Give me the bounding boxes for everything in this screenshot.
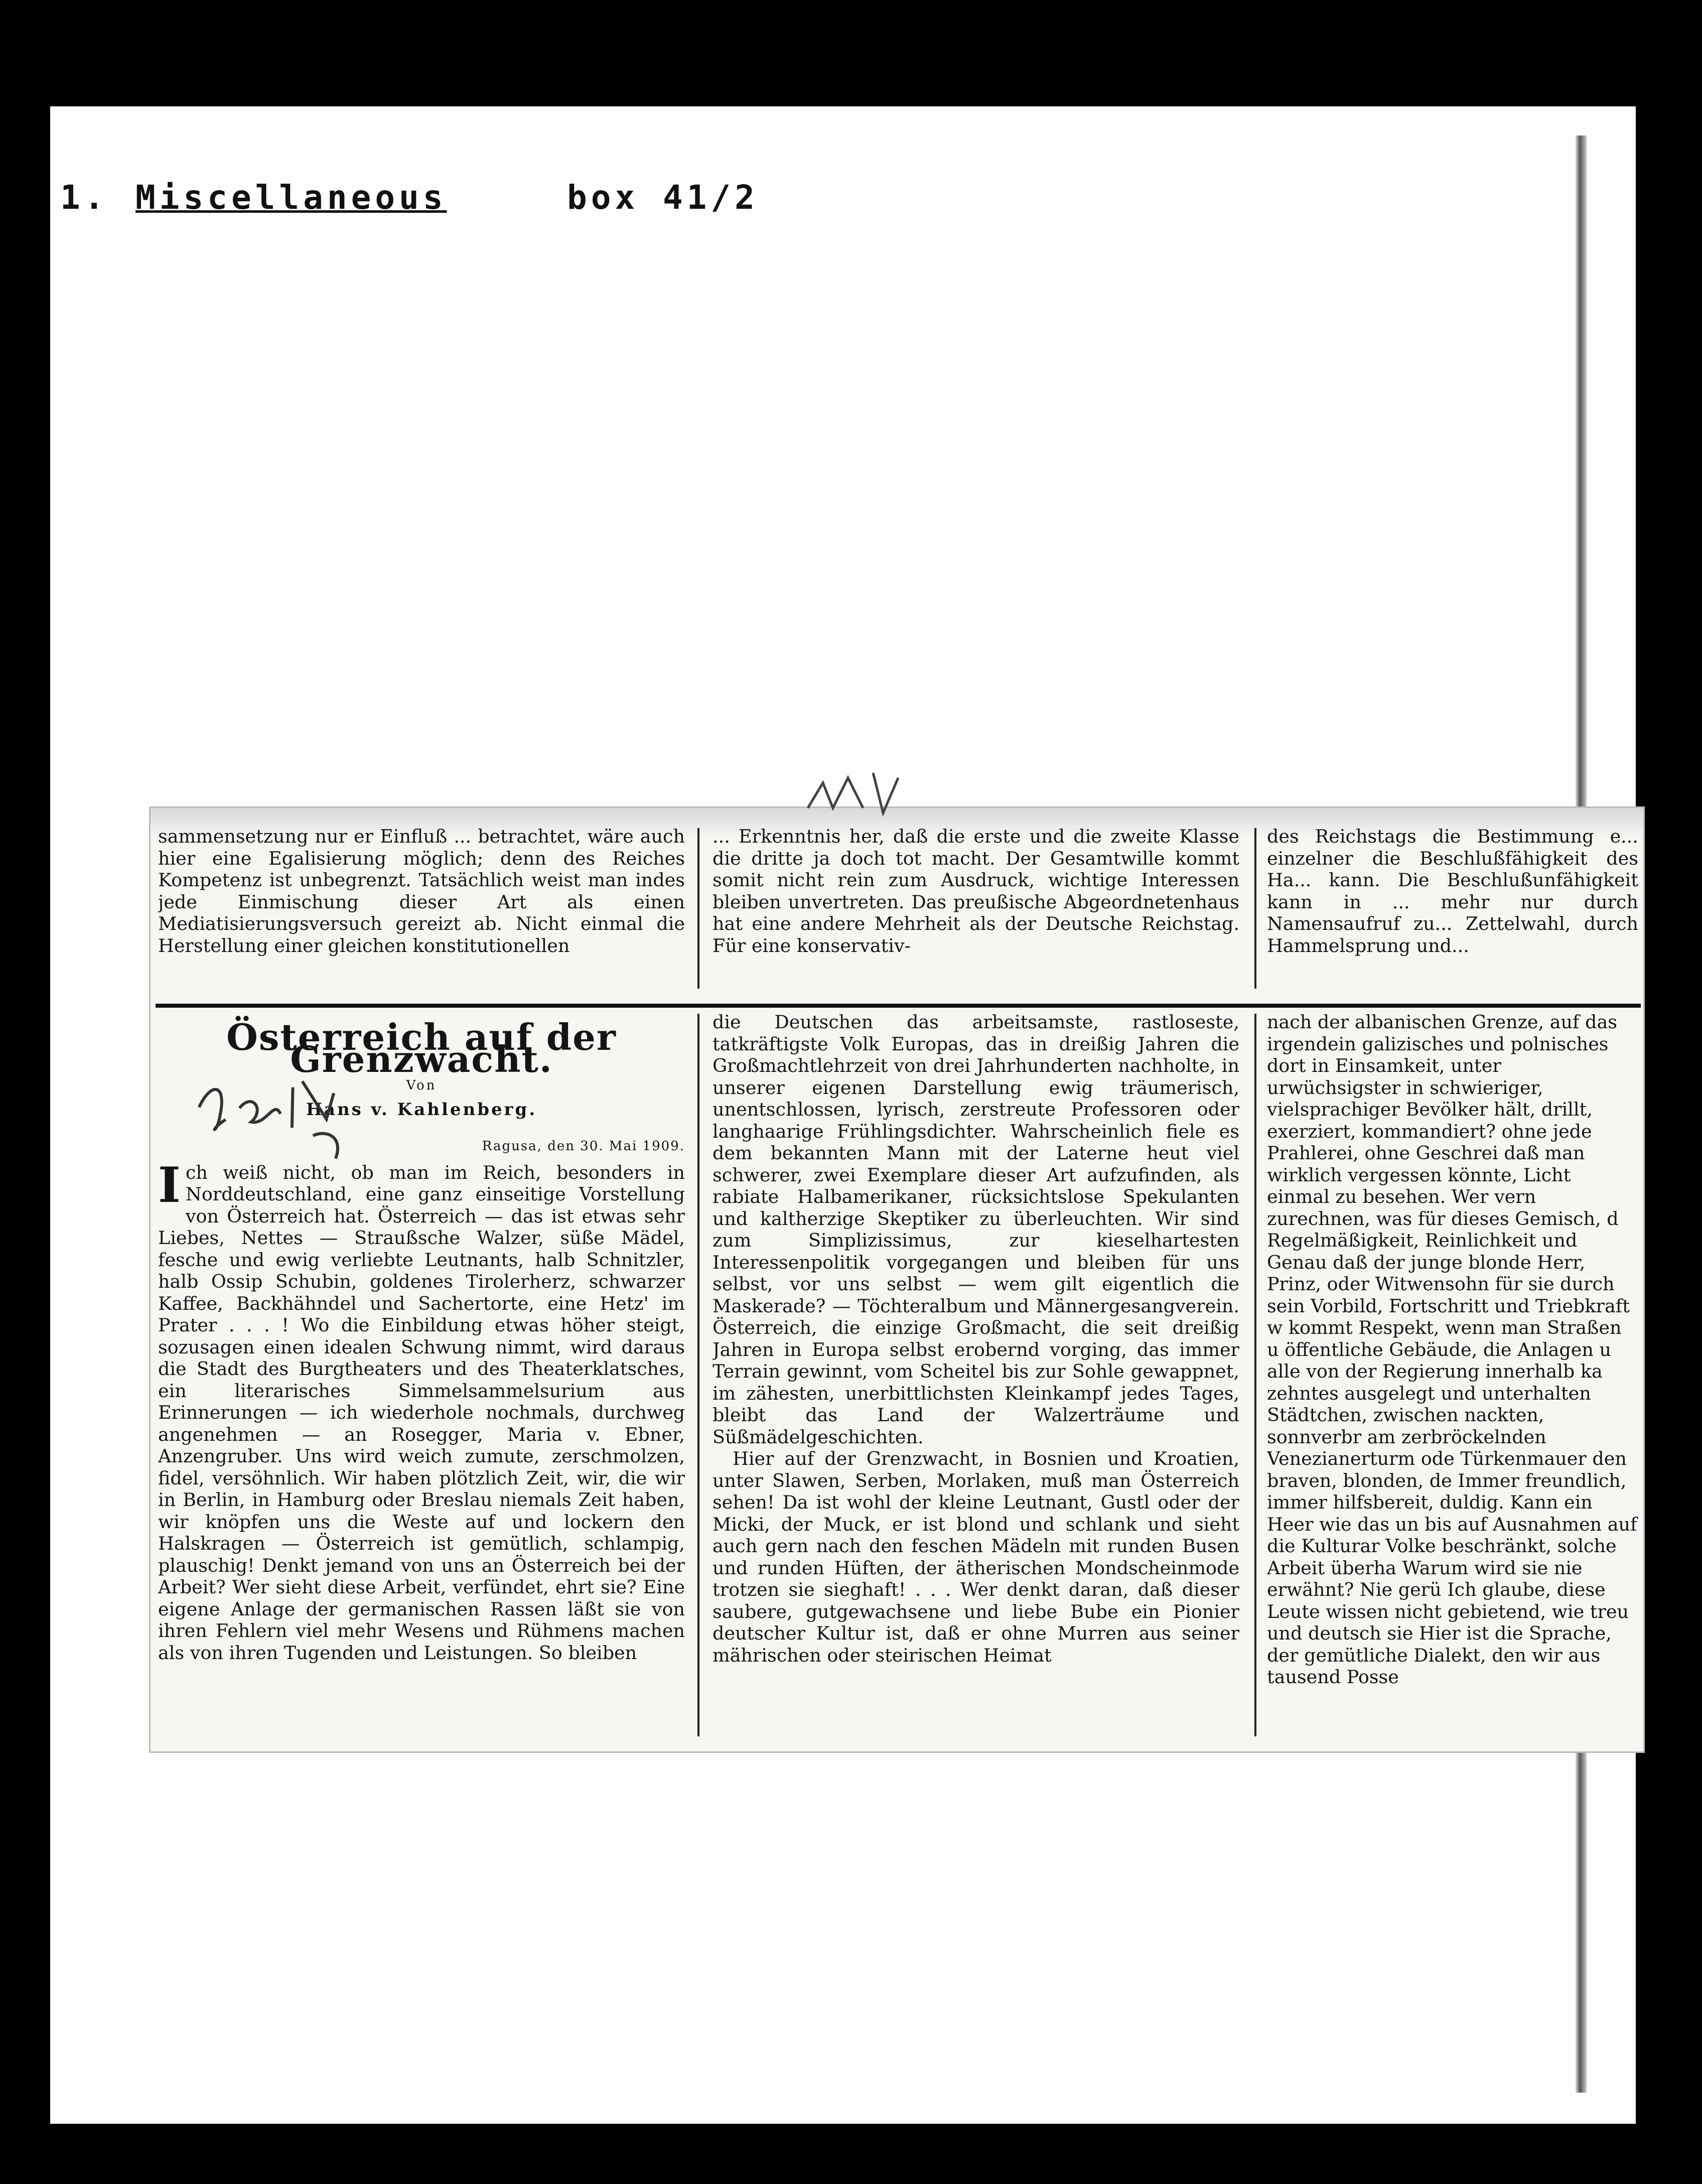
header-box-label: box 41/2 <box>567 178 759 217</box>
header-number: 1. <box>60 178 108 217</box>
newspaper-clipping <box>151 808 1643 1751</box>
column-rule <box>1254 828 1256 989</box>
upper-fragment-col3: des Reichstags die Bestimmung e... einzelner die Beschlußfähigkeit des Ha... kann. Die Beschlußunfähigkeit kann in ... mehr nur durch Namensaufruf zu... Zettelwahl, durch Hammelsprung und... <box>1267 826 1638 957</box>
pencil-mark <box>803 763 923 823</box>
article-column-3: nach der albanischen Grenze, auf das irgendein galizisches und polnisches dort in Einsamkeit, unter urwüchsigster in schwieriger, vielsprachiger Bevölker hält, drillt, exerziert, kommandiert? ohne jede Prahlerei, ohne Geschrei daß man wirklich vergessen könnte, Licht einmal zu besehen. Wer vern zurechnen, was für dieses Gemisch, d Regelmäßigkeit, Reinlichkeit und Genau daß der junge blonde Herr, Prinz, oder Witwensohn für sie durch sein Vorbild, Fortschritt und Triebkraft w kommt Respekt, wenn man Straßen u öffentliche Gebäude, die Anlagen u alle von der Regierung innerhalb ka zehntes ausgelegt und unterhalten Städtchen, zwischen nackten, sonnverbr am zerbröckelnden Venezianerturm ode Türkenmauer den braven, blonden, de Immer freundlich, immer hilfsbereit, duldig. Kann ein Heer wie das un bis auf Ausnahmen auf die Kulturar Volke beschränkt, solche Arbeit überha Warum wird sie nie erwähnt? Nie gerü Ich glaube, diese Leute wissen nicht gebietend, wie treu und deutsch sie Hier ist die Sprache, der gemütliche Dialekt, den wir aus tausend Posse <box>1267 1011 1637 1688</box>
upper-fragment-col1: sammensetzung nur er Einfluß ... betrachtet, wäre auch hier eine Egalisierung möglich; denn des Reiches Kompetenz ist unbegrenzt. Tatsächlich weist man indes jede Einmischung dieser Art als einen Mediatisierungsversuch gereizt ab. Nicht einmal die Herstellung einer gleichen konstitutionellen <box>158 826 685 957</box>
column-rule <box>1254 1014 1256 1736</box>
article-col2-para1: die Deutschen das arbeitsamste, rastloseste, tatkräftigste Volk Europas, das in dreißig Jahren die Großmachtlehrzeit von drei Jahrhunderten nachholte, in unserer eigenen Darstellung ewig träumerisch, unentschlossen, lyrisch, zerstreute Professoren oder langhaarige Frühlingsdichter. Wahrscheinlich fiele es dem bekannten Mann mit der Laterne heut viel schwerer, zwei Exemplare dieser Art aufzufinden, als rabiate Halbamerikaner, rücksichtslose Spekulanten und kaltherzige Skeptiker zu überleuchten. Wir sind zum Simplizissimus, zur kieselhartesten Interessenpolitik vorgegangen und bleiben für uns selbst, vor uns selbst — wem gilt eigentlich die Maskerade? — Töchteralbum und Männergesangverein. Österreich, die einzige Großmacht, die seit dreißig Jahren in Europa selbst erobernd vorging, das immer Terrain gewinnt, vom Scheitel bis zur Sohle gewappnet, im zähesten, unerbittlichsten Kleinkampf jedes Tages, bleibt das Land der Walzerträume und Süßmädelgeschichten. <box>713 1011 1239 1448</box>
column-rule <box>697 828 699 989</box>
article-column-2 <box>713 1011 1239 1734</box>
article-title: Österreich auf der Grenzwacht. <box>226 1016 617 1080</box>
upper-fragment-col2: ... Erkenntnis her, daß die erste und die zweite Klasse die dritte ja doch tot macht. Der Gesamtwille kommt somit nicht rein zum Ausdruck, wichtige Interessen bleiben unvertreten. Das preußische Abgeordnetenhaus hat eine andere Mehrheit als der Deutsche Reichstag. Für eine konservativ- <box>713 826 1239 957</box>
article-col2-para2: Hier auf der Grenzwacht, in Bosnien und Kroatien, unter Slawen, Serben, Morlaken, muß man Österreich sehen! Da ist wohl der kleine Leutnant, Gustl oder der Micki, der Muck, er ist blond und schlank und sieht auch gern nach den feschen Mädeln mit runden Busen und runden Hüften, der ätherischen Mondscheinmode trotzen sie sieghaft! . . . Wer denkt daran, daß dieser saubere, gutgewachsene und liebe Bube ein Pionier deutscher Kultur ist, daß er ohne Murren aus seiner mährischen oder steirischen Heimat <box>713 1448 1239 1666</box>
article-by: Von <box>406 1078 437 1093</box>
column-rule <box>697 1014 699 1736</box>
handwritten-annotation <box>191 1060 366 1177</box>
section-divider <box>156 1004 1641 1008</box>
article-dateline: Ragusa, den 30. Mai 1909. <box>482 1139 685 1154</box>
article-author: Hans v. Kahlenberg. <box>306 1099 537 1120</box>
dropcap: I <box>158 1156 181 1213</box>
article-col1-text: ch weiß nicht, ob man im Reich, besonders in Norddeutschland, eine ganz einseitige Vorstellung von Österreich hat. Österreich — das ist etwas sehr Liebes, Nettes — Straußsche Walzer, süße Mädel, fesche und ewig verliebte Leutnants, halb Schnitzler, halb Ossip Schubin, goldenes Tirolerherz, schwarzer Kaffee, Backhähndel und Sachertorte, eine Hetz' im Prater . . . ! Wo die Einbildung etwas höher steigt, sozusagen einen idealen Schwung nimmt, wird daraus die Stadt des Burgtheaters und des Theaterklatsches, ein literarisches Simmelsammelsurium aus Erinnerungen — ich wiederhole nochmals, durchweg angenehmen — an Rosegger, Maria v. Ebner, Anzengruber. Uns wird weich zumute, zerschmolzen, fidel, versöhnlich. Wir haben plötzlich Zeit, wir, die wir in Berlin, in Hamburg oder Breslau niemals Zeit haben, wir knöpfen uns die Weste auf und lockern den Halskragen — Österreich ist gemütlich, schlampig, plauschig! Denkt jemand von uns an Österreich bei der Arbeit? Wer sieht diese Arbeit, verfündet, ehrt sie? Eine eigene Anlage der germanischen Rassen läßt sie von ihren Fehlern viel mehr Wesens und Rühmens machen als von ihren Tugenden und Leistungen. So bleiben <box>158 1161 685 1664</box>
header-category: Miscellaneous <box>135 178 447 217</box>
